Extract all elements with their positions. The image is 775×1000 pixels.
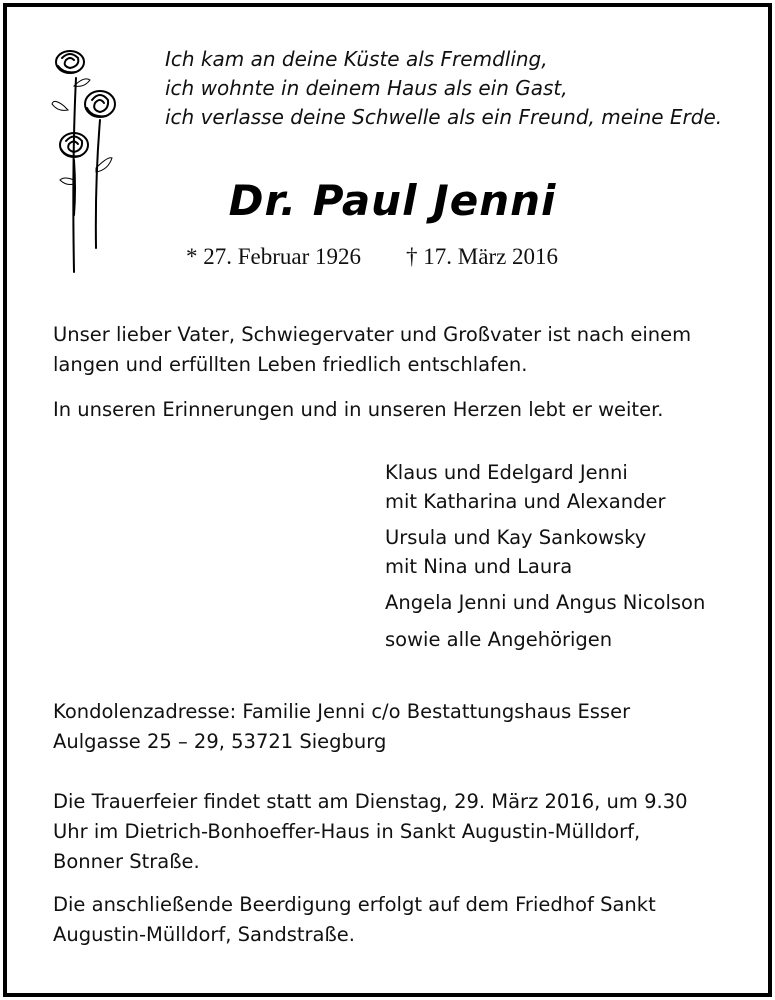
family-group xyxy=(385,588,705,617)
family-line: Klaus und Edelgard Jenni xyxy=(385,461,628,484)
family-line: mit Nina und Laura xyxy=(385,555,573,578)
family-group xyxy=(385,625,612,654)
ceremony-paragraph xyxy=(53,787,723,877)
motto-verse xyxy=(165,45,722,132)
deceased-name: Dr. Paul Jenni xyxy=(228,176,557,225)
life-dates xyxy=(186,244,558,270)
text-line: In unseren Erinnerungen und in unseren Herzen lebt er weiter. xyxy=(53,398,664,421)
family-line: sowie alle Angehörigen xyxy=(385,628,613,651)
memory-paragraph xyxy=(53,395,723,425)
condolence-address xyxy=(53,697,723,757)
text-line: Uhr im Dietrich-Bonhoeffer-Haus in Sankt Augustin-Mülldorf, xyxy=(53,820,641,843)
death-date: † 17. März 2016 xyxy=(406,244,559,269)
motto-line: Ich kam an deine Küste als Fremdling, xyxy=(165,47,548,71)
text-line: Bonner Straße. xyxy=(53,850,200,873)
family-line: Ursula und Kay Sankowsky xyxy=(385,526,647,549)
burial-paragraph xyxy=(53,890,723,950)
text-line: Die anschließende Beerdigung erfolgt auf dem Friedhof Sankt xyxy=(53,893,656,916)
motto-line: ich verlasse deine Schwelle als ein Freund, meine Erde. xyxy=(165,105,723,129)
family-line: mit Katharina und Alexander xyxy=(385,490,666,513)
text-line: Aulgasse 25 – 29, 53721 Siegburg xyxy=(53,730,387,753)
family-group xyxy=(385,458,666,516)
text-line: Augustin-Mülldorf, Sandstraße. xyxy=(53,923,355,946)
announcement-paragraph xyxy=(53,320,723,380)
family-group xyxy=(385,523,646,581)
birth-date: * 27. Februar 1926 xyxy=(186,244,362,269)
text-line: Kondolenzadresse: Familie Jenni c/o Bestattungshaus Esser xyxy=(53,700,631,723)
text-line: langen und erfüllten Leben friedlich entschlafen. xyxy=(53,353,528,376)
family-line: Angela Jenni und Angus Nicolson xyxy=(385,591,706,614)
text-line: Die Trauerfeier findet statt am Dienstag, 29. März 2016, um 9.30 xyxy=(53,790,688,813)
roses-icon xyxy=(38,40,118,280)
text-line: Unser lieber Vater, Schwiegervater und Großvater ist nach einem xyxy=(53,323,692,346)
motto-line: ich wohnte in deinem Haus als ein Gast, xyxy=(165,76,568,100)
